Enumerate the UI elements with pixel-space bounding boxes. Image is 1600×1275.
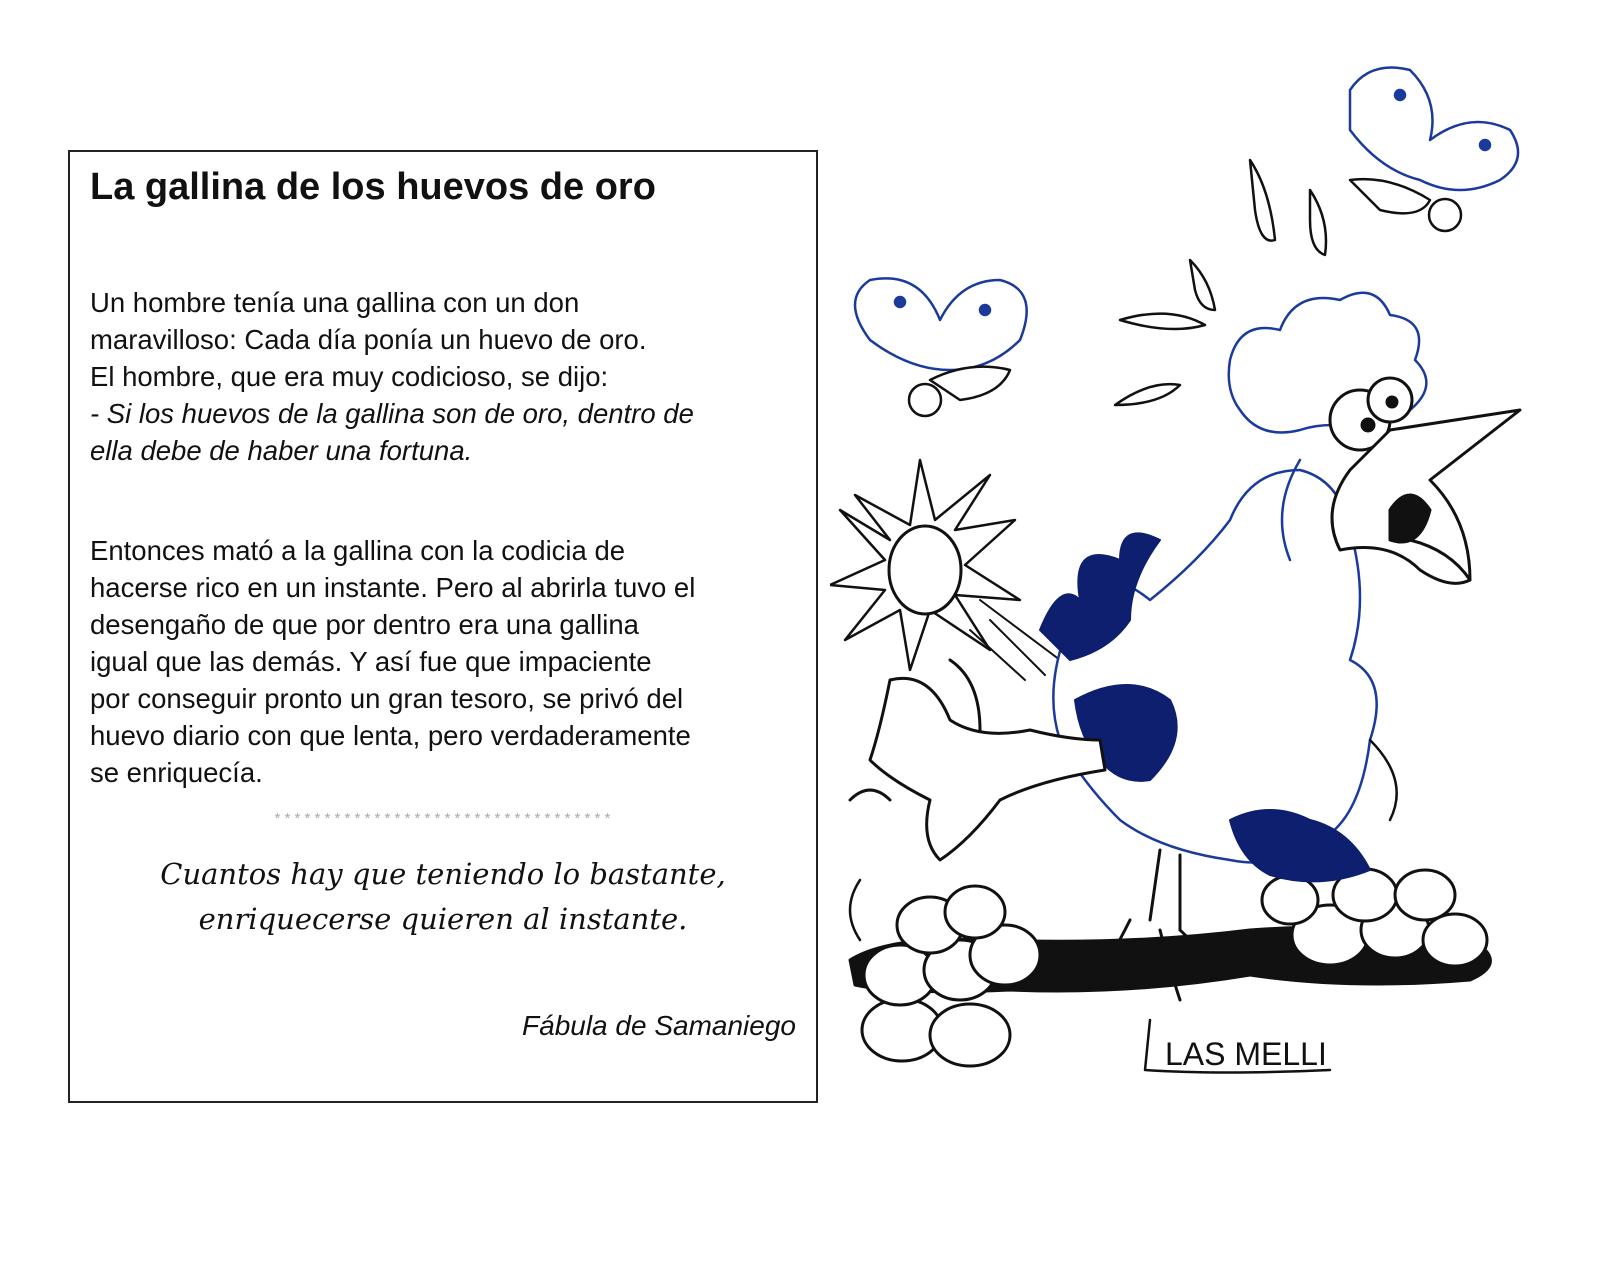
hen-cartoon-illustration (830, 40, 1570, 1120)
story-line: igual que las demás. Y así fue que impaciente (90, 646, 652, 677)
author-credit: Fábula de Samaniego (522, 1010, 796, 1041)
fable-card (68, 150, 818, 1103)
story-line: huevo diario con que lenta, pero verdaderamente (90, 720, 691, 751)
story-line: se enriquecía. (90, 757, 263, 788)
egg-pile-left (862, 886, 1040, 1066)
paragraph-story (90, 532, 802, 791)
story-line: desengaño de que por dentro era una gallina (90, 609, 639, 640)
story-line: hacerse rico en un instante. Pero al abrirla tuvo el (90, 572, 696, 603)
moral-line: enriquecerse quieren al instante. (198, 902, 688, 936)
moral-verse (70, 852, 816, 942)
paragraph-intro (90, 284, 802, 469)
signature-text: LAS MELLI (1165, 1036, 1327, 1072)
butterfly-left (855, 278, 1027, 370)
fable-title: La gallina de los huevos de oro (90, 166, 656, 208)
moral-line: Cuantos hay que teniendo lo bastante, (160, 857, 726, 891)
intro-line: maravilloso: Cada día ponía un huevo de oro. (90, 324, 647, 355)
story-line: Entonces mató a la gallina con la codicia de (90, 535, 626, 566)
butterfly-left-body (909, 367, 1010, 416)
intro-line: El hombre, que era muy codicioso, se dijo: (90, 361, 609, 392)
butterfly-right (1350, 68, 1518, 191)
asterisk-separator: ********************************** (272, 812, 614, 829)
hen-head (1330, 378, 1520, 583)
story-line: por conseguir pronto un gran tesoro, se privó del (90, 683, 684, 714)
intro-line-quote: ella debe de haber una fortuna. (90, 435, 473, 466)
intro-line-quote: - Si los huevos de la gallina son de oro, dentro de (90, 398, 694, 429)
intro-line: Un hombre tenía una gallina con un don (90, 287, 580, 318)
flying-egg (830, 460, 1060, 680)
